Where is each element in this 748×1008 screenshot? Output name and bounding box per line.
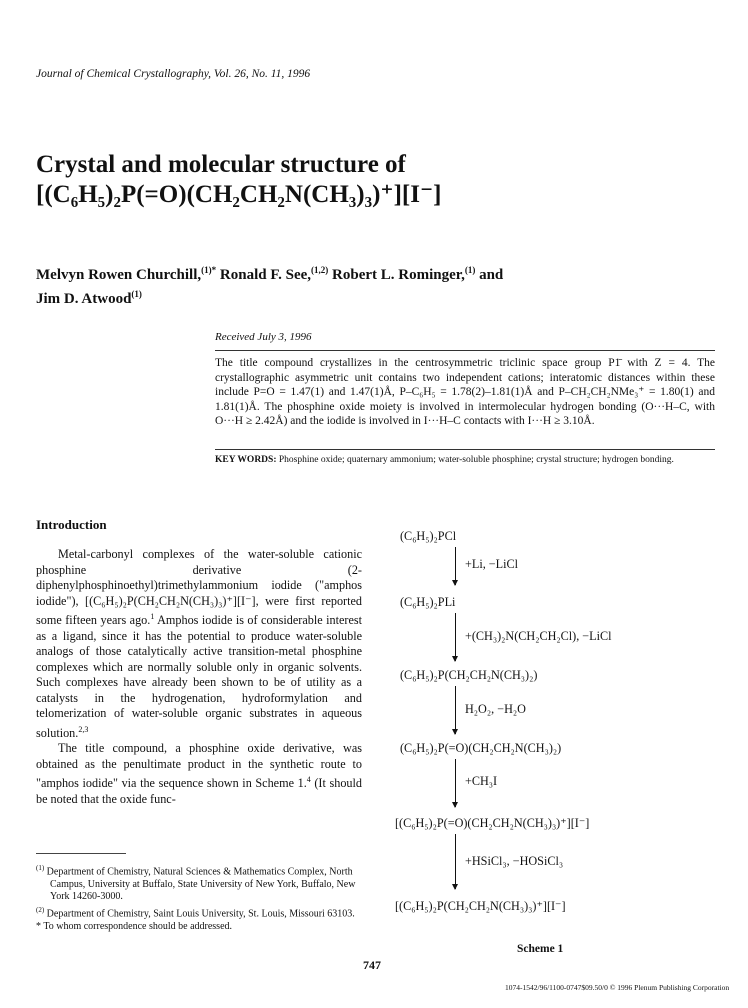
- author-4: Jim D. Atwood: [36, 291, 132, 307]
- scheme-compound-6: [(C₆H₅)₂P(CH₂CH₂N(CH₃)₃)⁺][I⁻]: [395, 899, 566, 913]
- footnote-1-text: Department of Chemistry, Natural Sciences & Mathematics Complex, North Campus, University at Buffalo, State University of New York, Buffalo, New York 14260-3000.: [44, 866, 356, 903]
- footnotes: [36, 862, 362, 933]
- scheme-compound-1: (C₆H₅)₂PCl: [400, 529, 457, 543]
- scheme-reagent-3: H₂O₂, −H₂O: [465, 702, 526, 716]
- intro-p1-text: Metal-carbonyl complexes of the water-soluble cationic phosphine derivative (2-diphenylphosphinoethyl)trimethylammonium iodide ("amphos iodide"), [(C₆H₅)₂P(CH₂CH₂N(CH₃)₃)⁺][I⁻], were first reported some fifteen years ago.: [36, 547, 362, 628]
- reaction-scheme: [395, 525, 725, 965]
- section-heading-introduction: Introduction: [36, 517, 107, 532]
- keywords-text: Phosphine oxide; quaternary ammonium; water-soluble phosphine; crystal structure; hydrogen bonding.: [276, 455, 674, 465]
- footnote-2-text: Department of Chemistry, Saint Louis University, St. Louis, Missouri 63103.: [44, 908, 355, 920]
- author-3: Robert L. Rominger,: [328, 267, 465, 283]
- keywords: [215, 449, 715, 466]
- received-date: Received July 3, 1996: [215, 331, 312, 343]
- scheme-reagent-2: +(CH₃)₂N(CH₂CH₂Cl), −LiCl: [465, 629, 612, 643]
- intro-p1-text-b: Amphos iodide is of considerable interest as a ligand, since it has the potential to produce water-soluble analogs of those catalytically active transition-metal phosphine complexes which are normally soluble only in organic solvents. Such complexes have already been shown to be of utility as a catalysts in the hydrogenation, hydroformylation and telomerization of water-soluble organic substrates in aqueous solution.: [36, 613, 362, 740]
- author-2: Ronald F. See,: [216, 267, 312, 283]
- footnote-1-mark: (1): [36, 864, 45, 872]
- citation: 4: [306, 775, 311, 785]
- scheme-caption: Scheme 1: [517, 943, 564, 955]
- footnote-1: [36, 862, 362, 904]
- title-line-2: [(C₆H₅)₂P(=O)(CH₂CH₂N(CH₃)₃)⁺][I⁻]: [36, 181, 442, 208]
- footnote-2-mark: (2): [36, 905, 45, 914]
- intro-p2-text: The title compound, a phosphine oxide derivative, was obtained as the penultimate product in the synthetic route to "amphos iodide" via the sequence shown in Scheme 1.: [36, 741, 362, 791]
- citation: 2,3: [78, 724, 89, 734]
- scheme-arrow-4: [455, 759, 456, 807]
- author-3-affiliation: (1): [464, 265, 476, 275]
- scheme-arrow-5: [455, 834, 456, 889]
- author-1-affiliation: (1)*: [201, 265, 217, 275]
- keywords-label: KEY WORDS:: [215, 455, 277, 465]
- article-title: [36, 150, 716, 210]
- scheme-compound-4: (C₆H₅)₂P(=O)(CH₂CH₂N(CH₃)₂): [400, 741, 562, 755]
- intro-paragraph-2: [36, 741, 362, 807]
- scheme-arrow-2: [455, 613, 456, 661]
- footnote-divider: [36, 853, 126, 854]
- author-list: [36, 261, 716, 309]
- intro-p2-text-b: (It should be noted that the oxide func-: [36, 776, 362, 806]
- footnote-3: * To whom correspondence should be addressed.: [36, 920, 233, 932]
- scheme-compound-3: (C₆H₅)₂P(CH₂CH₂N(CH₃)₂): [400, 668, 538, 682]
- scheme-reagent-4: +CH₃I: [465, 774, 498, 788]
- author-2-affiliation: (1,2): [311, 265, 329, 275]
- scheme-compound-2: (C₆H₅)₂PLi: [400, 595, 456, 609]
- journal-header: Journal of Chemical Crystallography, Vol. 26, No. 11, 1996: [36, 68, 311, 80]
- citation: 1: [150, 612, 155, 621]
- footnote-2: [36, 904, 362, 921]
- scheme-reagent-5: +HSiCl₃, −HOSiCl₃: [465, 854, 564, 868]
- title-line-1: Crystal and molecular structure of: [36, 151, 406, 178]
- scheme-arrow-1: [455, 547, 456, 585]
- abstract: The title compound crystallizes in the centrosymmetric triclinic space group P1̄ with Z = 4. The crystallographic asymmetric unit contains two independent cations; interatomic distances within these include P=O = 1.47(1) and 1.47(1)Å, P–C₆H₅ = 1.78(2)–1.81(1)Å and P–CH₂CH₂NMe₃⁺ = 1.80(1) and 1.81(1)Å. The phosphine oxide moiety is involved in intermolecular hydrogen bonding (O···H–C, with O···H ≥ 2.42Å) and the iodide is involved in I···H–C contacts with I···H ≥ 3.10Å.: [215, 350, 715, 429]
- page-number: 747: [363, 958, 381, 972]
- scheme-reagent-1: +Li, −LiCl: [465, 557, 519, 571]
- introduction-body: [36, 547, 362, 807]
- author-1: Melvyn Rowen Churchill,: [36, 267, 202, 283]
- copyright-line: 1074-1542/96/1100-0747$09.50/0 © 1996 Plenum Publishing Corporation: [505, 983, 730, 992]
- intro-paragraph-1: [36, 547, 362, 741]
- scheme-compound-5: [(C₆H₅)₂P(=O)(CH₂CH₂N(CH₃)₃)⁺][I⁻]: [395, 816, 590, 830]
- author-conjunction: and: [475, 267, 504, 283]
- scheme-arrow-3: [455, 686, 456, 734]
- author-4-affiliation: (1): [131, 289, 142, 299]
